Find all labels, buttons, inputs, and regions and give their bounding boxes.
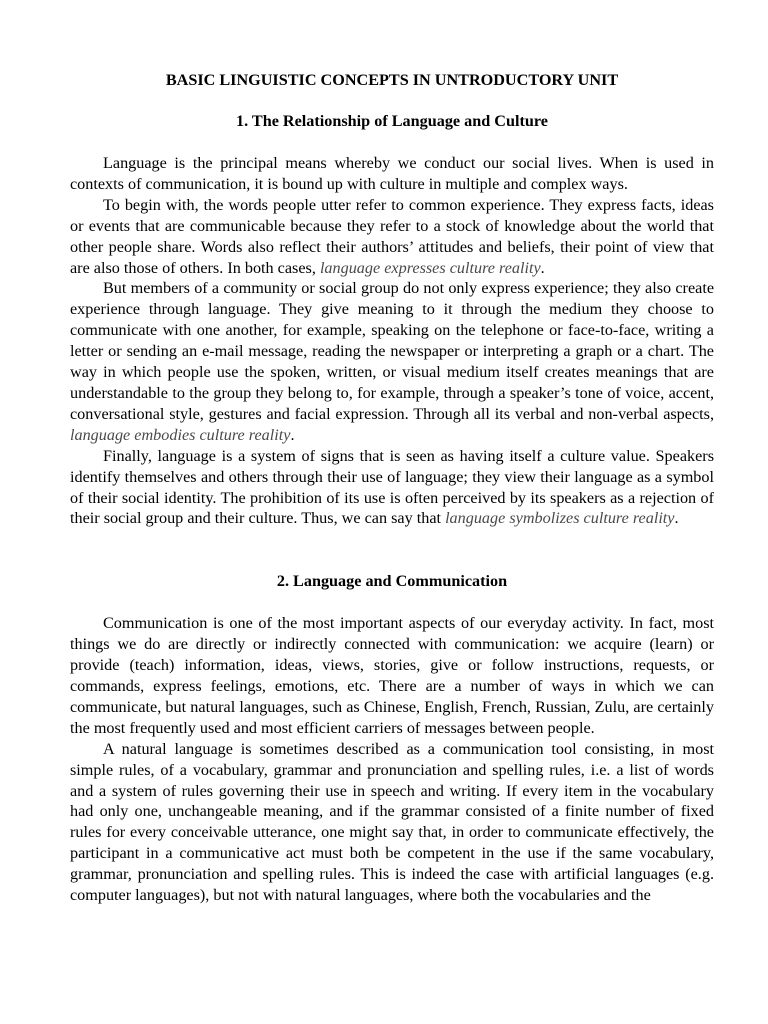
- paragraph-text: But members of a community or social group do not only express experience; they also create experience through language. They give meaning to it through the medium they choose to communicate with one another, for example, speaking on the telephone or face-to-face, writing a letter or sending an e-mail message, reading the newspaper or interpreting a graph or a chart. The way in which people use the spoken, written, or visual medium itself creates meanings that are understandable to the group they belong to, for example, through a speaker’s tone of voice, accent, conversational style, gestures and facial expression. Through all its verbal and non-verbal aspects,: [70, 279, 714, 423]
- section-1-paragraph-4: [70, 446, 714, 530]
- paragraph-text: To begin with, the words people utter refer to common experience. They express facts, ideas or events that are communicable because they refer to a stock of knowledge about the world that other people share. Words also reflect their authors’ attitudes and beliefs, their point of view that are also those of others. In both cases,: [70, 195, 714, 277]
- section-1-paragraph-1: Language is the principal means whereby we conduct our social lives. When is used in contexts of communication, it is bound up with culture in multiple and complex ways.: [70, 154, 714, 193]
- section-1-paragraph-2: [70, 195, 714, 279]
- emphasized-phrase: language symbolizes culture reality: [445, 509, 675, 528]
- section-2-heading: 2. Language and Communication: [276, 572, 508, 591]
- paragraph-text: Finally, language is a system of signs that is seen as having itself a culture value. Speakers identify themselves and others through their use of language; they view their language as a symbol of their social identity. The prohibition of its use is often perceived by its speakers as a rejection of their social group and their culture. Thus, we can say that: [70, 446, 714, 528]
- section-1-paragraph-3: [70, 278, 714, 445]
- paragraph-end: .: [540, 258, 545, 277]
- document-title: BASIC LINGUISTIC CONCEPTS IN UNTRODUCTORY UNIT: [165, 71, 619, 89]
- section-2-paragraph-1: Communication is one of the most important aspects of our everyday activity. In fact, most things we do are directly or indirectly connected with communication: we acquire (learn) or provide (teach) information, ideas, views, stories, give or follow instructions, requests, or commands, express feelings, emotions, etc. There are a number of ways in which we can communicate, but natural languages, such as Chinese, English, French, Russian, Zulu, are certainly the most frequently used and most efficient carriers of messages between people.: [70, 614, 714, 737]
- section-2-paragraph-2: A natural language is sometimes described as a communication tool consisting, in most simple rules, of a vocabulary, grammar and pronunciation and spelling rules, i.e. a list of words and a system of rules governing their use in speech and writing. If every item in the vocabulary had only one, unchangeable meaning, and if the grammar consisted of a finite number of fixed rules for every conceivable utterance, one might say that, in order to communicate effectively, the participant in a communicative act must both be competent in the use if the same vocabulary, grammar, pronunciation and spelling rules. This is indeed the case with artificial languages (e.g. computer languages), but not with natural languages, where both the vocabularies and the: [70, 739, 714, 905]
- emphasized-phrase: language expresses culture reality: [319, 258, 541, 277]
- section-1-heading: 1. The Relationship of Language and Culture: [236, 112, 548, 130]
- document-page: [70, 70, 714, 906]
- paragraph-end: .: [290, 425, 295, 444]
- paragraph-end: .: [674, 509, 679, 528]
- emphasized-phrase: language embodies culture reality: [70, 425, 291, 444]
